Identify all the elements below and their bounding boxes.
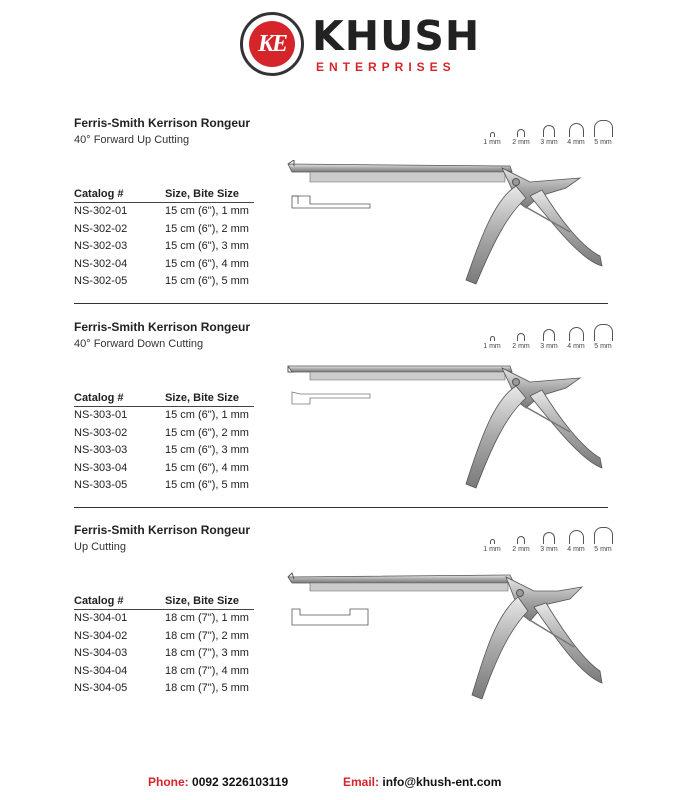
email-contact xyxy=(343,775,501,789)
product-subtitle: Up Cutting xyxy=(74,541,126,553)
bite-size-2: 2 mm xyxy=(510,129,532,146)
email-label: Email: xyxy=(343,775,380,789)
bite-cup-icon xyxy=(490,539,495,544)
company-logo xyxy=(240,12,481,80)
table-row: NS-302-04 15 cm (6"), 4 mm xyxy=(74,257,249,270)
bite-size-5: 5 mm xyxy=(590,527,616,553)
product-section-1 xyxy=(0,116,689,321)
table-row: NS-303-05 15 cm (6"), 5 mm xyxy=(74,479,249,491)
table-row: NS-302-01 15 cm (6"), 1 mm xyxy=(74,205,249,217)
bite-size-2: 2 mm xyxy=(510,536,532,553)
bite-cup-icon xyxy=(569,530,584,544)
table-row: NS-304-02 18 cm (7"), 2 mm xyxy=(74,629,249,642)
table-row: NS-303-03 15 cm (6"), 3 mm xyxy=(74,444,249,456)
bite-cup-icon xyxy=(517,536,525,544)
table-row: NS-303-02 15 cm (6"), 2 mm xyxy=(74,426,249,439)
bite-size-3: 3 mm xyxy=(537,532,561,553)
bite-size-1: 1 mm xyxy=(482,336,502,350)
table-row: NS-302-03 15 cm (6"), 3 mm xyxy=(74,240,249,252)
email-link[interactable]: info@khush-ent.com xyxy=(382,775,502,789)
bite-size-chart xyxy=(482,314,612,350)
table-row: NS-304-05 18 cm (7"), 5 mm xyxy=(74,682,249,694)
bite-cup-icon xyxy=(490,132,495,137)
section-divider xyxy=(74,303,608,304)
bite-cup-icon xyxy=(569,123,584,137)
bite-size-1: 1 mm xyxy=(482,132,502,146)
bite-cup-icon xyxy=(517,333,525,341)
table-row: NS-303-04 15 cm (6"), 4 mm xyxy=(74,461,249,474)
table-header: Catalog # Size, Bite Size xyxy=(74,595,254,610)
table-header: Catalog # Size, Bite Size xyxy=(74,188,254,203)
logo-emblem xyxy=(240,12,304,76)
table-row: NS-303-01 15 cm (6"), 1 mm xyxy=(74,409,249,421)
product-title: Ferris-Smith Kerrison Rongeur xyxy=(74,320,251,334)
bite-cup-icon xyxy=(569,327,584,341)
bite-size-5: 5 mm xyxy=(590,120,616,146)
bite-size-4: 4 mm xyxy=(564,123,588,146)
bite-cup-icon xyxy=(543,532,555,544)
table-row: NS-302-05 15 cm (6"), 5 mm xyxy=(74,275,249,287)
table-row: NS-304-01 18 cm (7"), 1 mm xyxy=(74,612,249,624)
bite-size-2: 2 mm xyxy=(510,333,532,350)
logo-subtitle: ENTERPRISES xyxy=(316,60,456,74)
phone-label: Phone: xyxy=(148,775,189,789)
product-section-2 xyxy=(0,320,689,525)
bite-size-4: 4 mm xyxy=(564,327,588,350)
bite-cup-icon xyxy=(543,329,555,341)
logo-monogram: KE xyxy=(249,21,295,67)
section-divider xyxy=(74,507,608,508)
rongeur-up-cutting-image xyxy=(280,160,610,310)
table-header: Catalog # Size, Bite Size xyxy=(74,392,254,407)
bite-cup-icon xyxy=(543,125,555,137)
phone-contact xyxy=(148,775,288,789)
logo-name: KHUSH xyxy=(312,12,481,60)
bite-cup-icon xyxy=(594,527,613,544)
product-section-3 xyxy=(0,523,689,728)
bite-size-chart xyxy=(482,110,612,146)
catalog-table xyxy=(74,392,254,495)
rongeur-straight-up-cutting-image xyxy=(280,571,610,721)
table-row: NS-304-03 18 cm (7"), 3 mm xyxy=(74,647,249,659)
rongeur-down-cutting-image xyxy=(280,360,610,510)
table-row: NS-304-04 18 cm (7"), 4 mm xyxy=(74,664,249,677)
bite-cup-icon xyxy=(517,129,525,137)
bite-cup-icon xyxy=(594,324,613,341)
bite-size-5: 5 mm xyxy=(590,324,616,350)
bite-size-1: 1 mm xyxy=(482,539,502,553)
product-subtitle: 40° Forward Down Cutting xyxy=(74,338,204,350)
phone-number[interactable]: 0092 3226103119 xyxy=(192,775,289,789)
bite-size-4: 4 mm xyxy=(564,530,588,553)
bite-size-3: 3 mm xyxy=(537,125,561,146)
bite-size-chart xyxy=(482,517,612,553)
catalog-table xyxy=(74,595,254,698)
bite-cup-icon xyxy=(594,120,613,137)
bite-size-3: 3 mm xyxy=(537,329,561,350)
product-title: Ferris-Smith Kerrison Rongeur xyxy=(74,523,251,537)
table-row: NS-302-02 15 cm (6"), 2 mm xyxy=(74,222,249,235)
catalog-table xyxy=(74,188,254,291)
product-subtitle: 40° Forward Up Cutting xyxy=(74,134,190,146)
bite-cup-icon xyxy=(490,336,495,341)
product-title: Ferris-Smith Kerrison Rongeur xyxy=(74,116,251,130)
